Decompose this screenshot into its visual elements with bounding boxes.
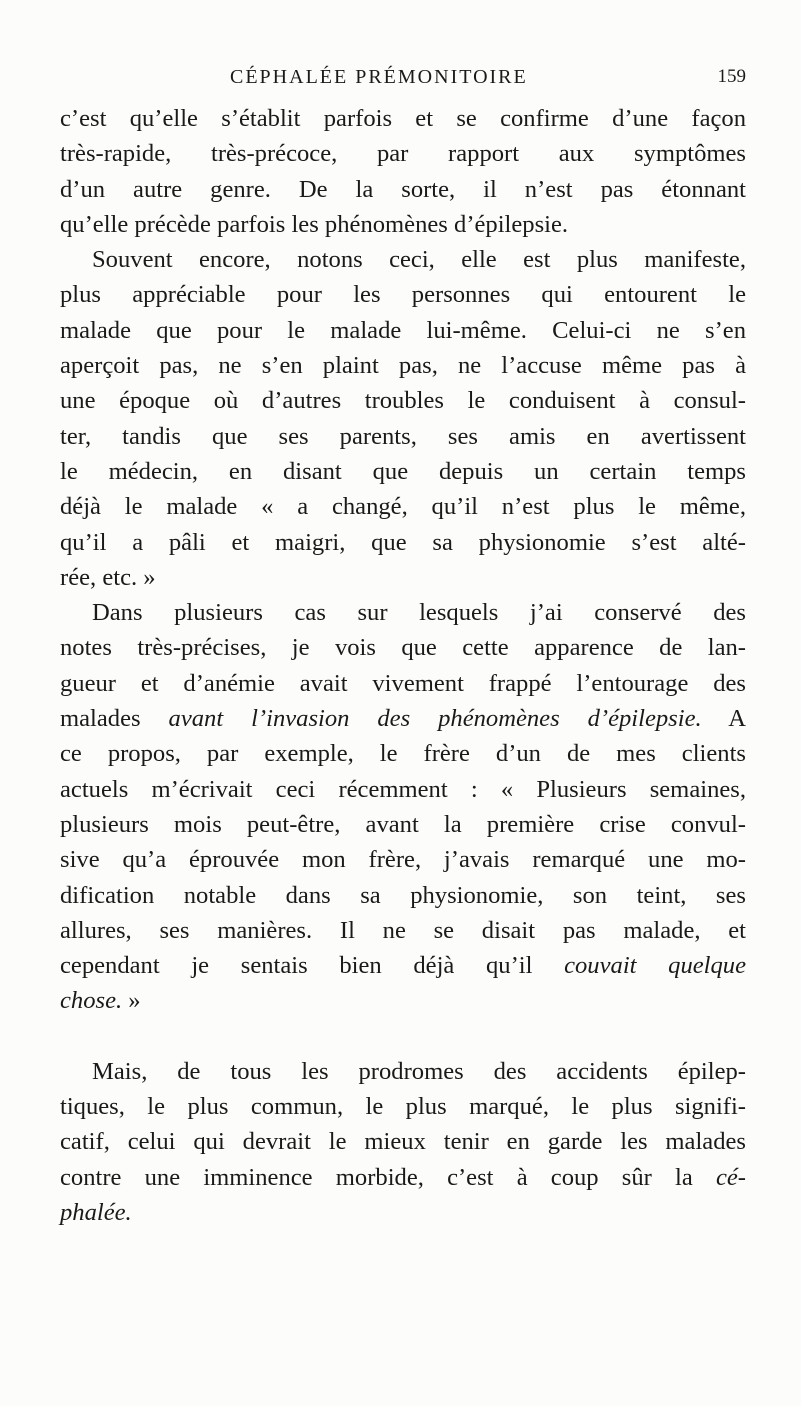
text-line: dification notable dans sa physionomie, son teint, ses xyxy=(60,881,746,909)
text-line: rée, etc. » xyxy=(60,563,156,591)
text-line: sive qu’a éprouvée mon frère, j’avais remarqué une mo- xyxy=(60,846,746,874)
text-line: notes très-précises, je vois que cette apparence de lan- xyxy=(60,634,746,662)
text-line: d’un autre genre. De la sorte, il n’est pas étonnant xyxy=(60,175,746,203)
text-line xyxy=(60,983,746,1018)
text-line: plusieurs mois peut-être, avant la première crise convul- xyxy=(60,810,746,838)
text-line: malade que pour le malade lui-même. Celui-ci ne s’en xyxy=(60,316,746,344)
text-line: plus appréciable pour les personnes qui entourent le xyxy=(60,281,746,309)
italic-phrase: phalée. xyxy=(60,1198,132,1226)
text-line: ter, tandis que ses parents, ses amis en avertissent xyxy=(60,422,746,450)
italic-phrase: chose. xyxy=(60,987,123,1015)
text-line: déjà le malade « a changé, qu’il n’est plus le même, xyxy=(60,493,746,521)
text-line: c’est qu’elle s’établit parfois et se confirme d’une façon xyxy=(60,105,746,132)
paragraph-1 xyxy=(60,101,746,242)
text-run: » xyxy=(122,987,141,1015)
body-text xyxy=(60,101,746,1230)
text-line xyxy=(60,701,746,736)
paragraph-4 xyxy=(60,1054,746,1230)
text-line: une époque où d’autres troubles le conduisent à consul- xyxy=(60,387,746,415)
text-line: tiques, le plus commun, le plus marqué, le plus signifi- xyxy=(60,1093,746,1121)
text-line: qu’il a pâli et maigri, que sa physionomie s’est alté- xyxy=(60,528,746,556)
paragraph-2 xyxy=(60,242,746,595)
text-line: qu’elle précède parfois les phénomènes d’épilepsie. xyxy=(60,210,569,238)
text-line: Souvent encore, notons ceci, elle est plus manifeste, xyxy=(92,246,746,274)
text-line: ce propos, par exemple, le frère d’un de mes clients xyxy=(60,740,746,768)
text-run: cependant je sentais bien déjà qu’il xyxy=(60,952,565,980)
italic-phrase: cé- xyxy=(715,1163,746,1191)
italic-phrase: couvait quelque xyxy=(564,952,746,980)
text-line xyxy=(60,1160,746,1195)
text-line: aperçoit pas, ne s’en plaint pas, ne l’accuse même pas à xyxy=(60,352,746,380)
text-line: allures, ses manières. Il ne se disait pas malade, et xyxy=(60,916,746,944)
text-line: très-rapide, très-précoce, par rapport aux symptômes xyxy=(60,140,746,168)
running-title: CÉPHALÉE PRÉMONITOIRE xyxy=(230,66,528,88)
page-number: 159 xyxy=(717,66,746,87)
text-line: Dans plusieurs cas sur lesquels j’ai conservé des xyxy=(92,599,746,627)
page-header xyxy=(60,66,746,96)
text-line: le médecin, en disant que depuis un certain temps xyxy=(60,457,746,485)
text-line: Mais, de tous les prodromes des accidents épilep- xyxy=(92,1057,746,1085)
text-run: malades xyxy=(60,705,169,733)
text-line xyxy=(60,1195,746,1230)
paragraph-3 xyxy=(60,595,746,1019)
text-run: A xyxy=(701,705,746,733)
text-line: catif, celui qui devrait le mieux tenir en garde les malades xyxy=(60,1128,746,1156)
text-line xyxy=(60,948,746,983)
italic-phrase: avant l’invasion des phénomènes d’épilepsie. xyxy=(168,705,702,733)
text-line: gueur et d’anémie avait vivement frappé l’entourage des xyxy=(60,669,746,697)
text-run: contre une imminence morbide, c’est à coup sûr la xyxy=(60,1163,716,1191)
text-line: actuels m’écrivait ceci récemment : « Plusieurs semaines, xyxy=(60,775,746,803)
